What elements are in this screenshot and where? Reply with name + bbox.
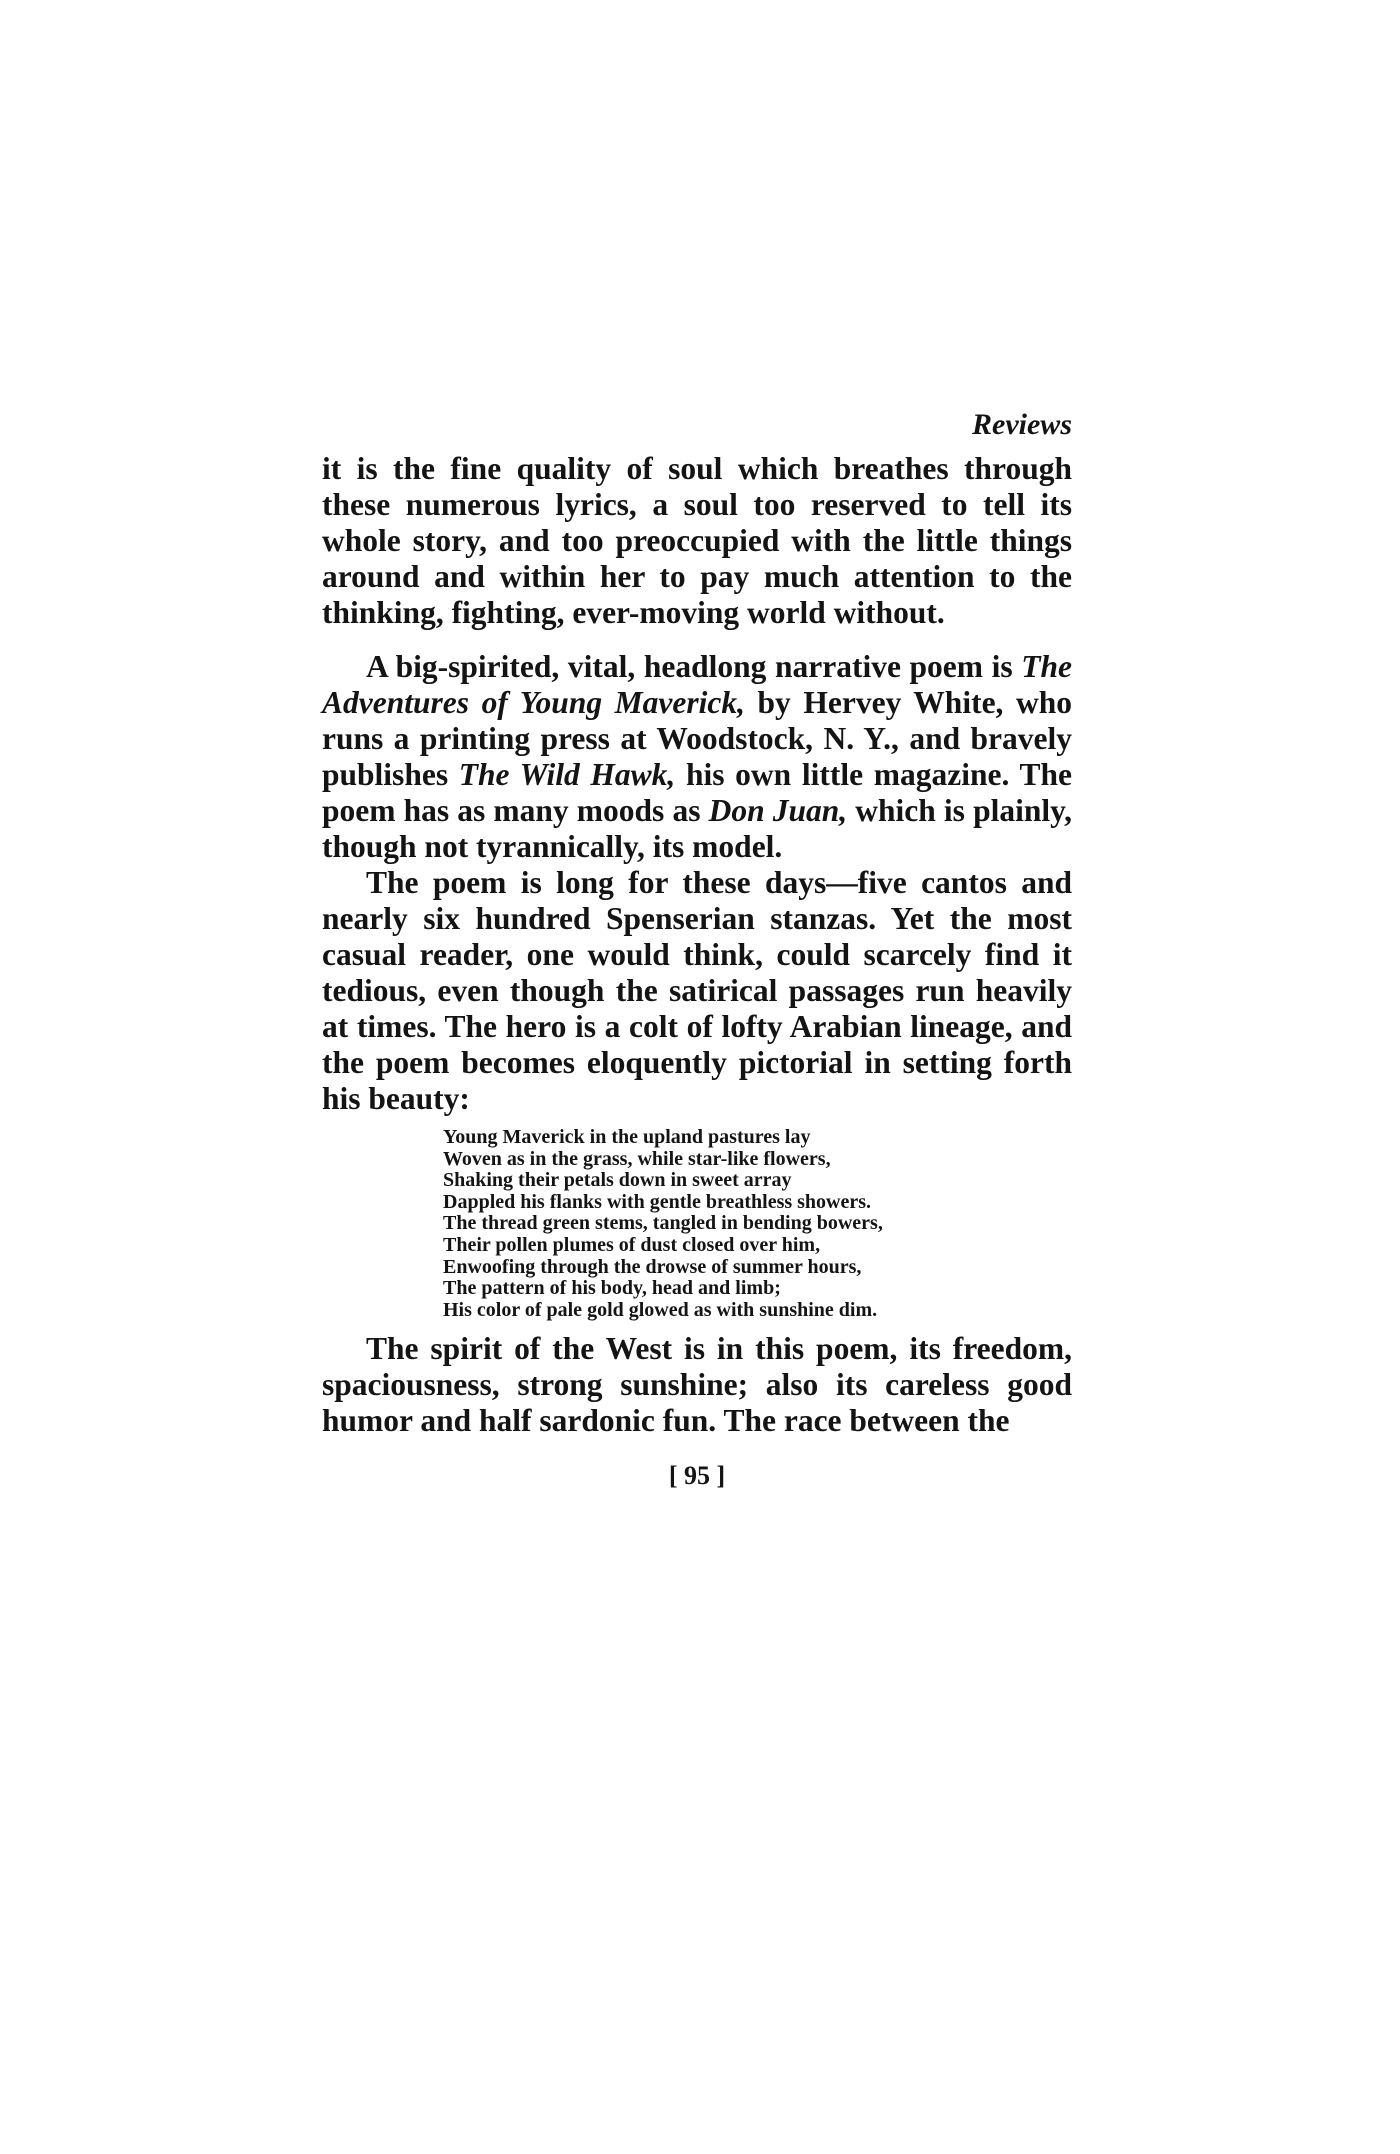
paragraph-text: which is plainly, though not tyrannically, its model. [322, 793, 1072, 864]
poem-line: Shaking their petals down in sweet array [443, 1169, 792, 1192]
poem-quotation [443, 1127, 1072, 1321]
poem-line: Woven as in the grass, while star-like flowers, [443, 1147, 831, 1170]
poem-line: His color of pale gold glowed as with sunshine dim. [443, 1298, 878, 1321]
poem-line: The thread green stems, tangled in bending bowers, [443, 1212, 883, 1235]
page-text-block [322, 405, 1072, 1493]
paragraph-text: A big-spirited, vital, headlong narrative poem is [366, 649, 1022, 684]
magazine-title: The Wild Hawk, [458, 757, 676, 792]
running-head: Reviews [972, 408, 1072, 441]
poem-line: Their pollen plumes of dust closed over him, [443, 1233, 821, 1256]
paragraph-maverick-intro [322, 649, 1072, 865]
book-title: Don Juan, [708, 793, 848, 828]
paragraph-text: by Hervey White, who runs a printing press at Woodstock, N. Y., and bravely publishes [322, 685, 1072, 792]
paragraph-continued: it is the fine quality of soul which breathes through these numerous lyrics, a soul too reserved to tell its whole story, and too preoccupied with the little things around and within her to pay much attention to the thinking, fighting, ever-moving world without. [322, 451, 1072, 630]
poem-line: The pattern of his body, head and limb; [443, 1277, 781, 1300]
paragraph-text: his own little magazine. The poem has as many moods as [322, 757, 1072, 828]
paragraph-spirit-of-west: The spirit of the West is in this poem, its freedom, spaciousness, strong sunshine; also its careless good humor and half sardonic fun. The race between the [322, 1331, 1072, 1439]
poem-line: Young Maverick in the upland pastures lay [443, 1126, 811, 1148]
paragraph-poem-description: The poem is long for these days—five cantos and nearly six hundred Spenserian stanzas. Yet the most casual reader, one would think, could scarcely find it tedious, even though the satirical passages run heavily at times. The hero is a colt of lofty Arabian lineage, and the poem becomes eloquently pictorial in setting forth his beauty: [322, 865, 1072, 1116]
page-number: [ 95 ] [668, 1461, 726, 1491]
book-title: The Adventures of Young Maverick, [322, 649, 1072, 720]
poem-line: Dappled his flanks with gentle breathless showers. [443, 1190, 872, 1213]
poem-line: Enwoofing through the drowse of summer hours, [443, 1255, 862, 1278]
